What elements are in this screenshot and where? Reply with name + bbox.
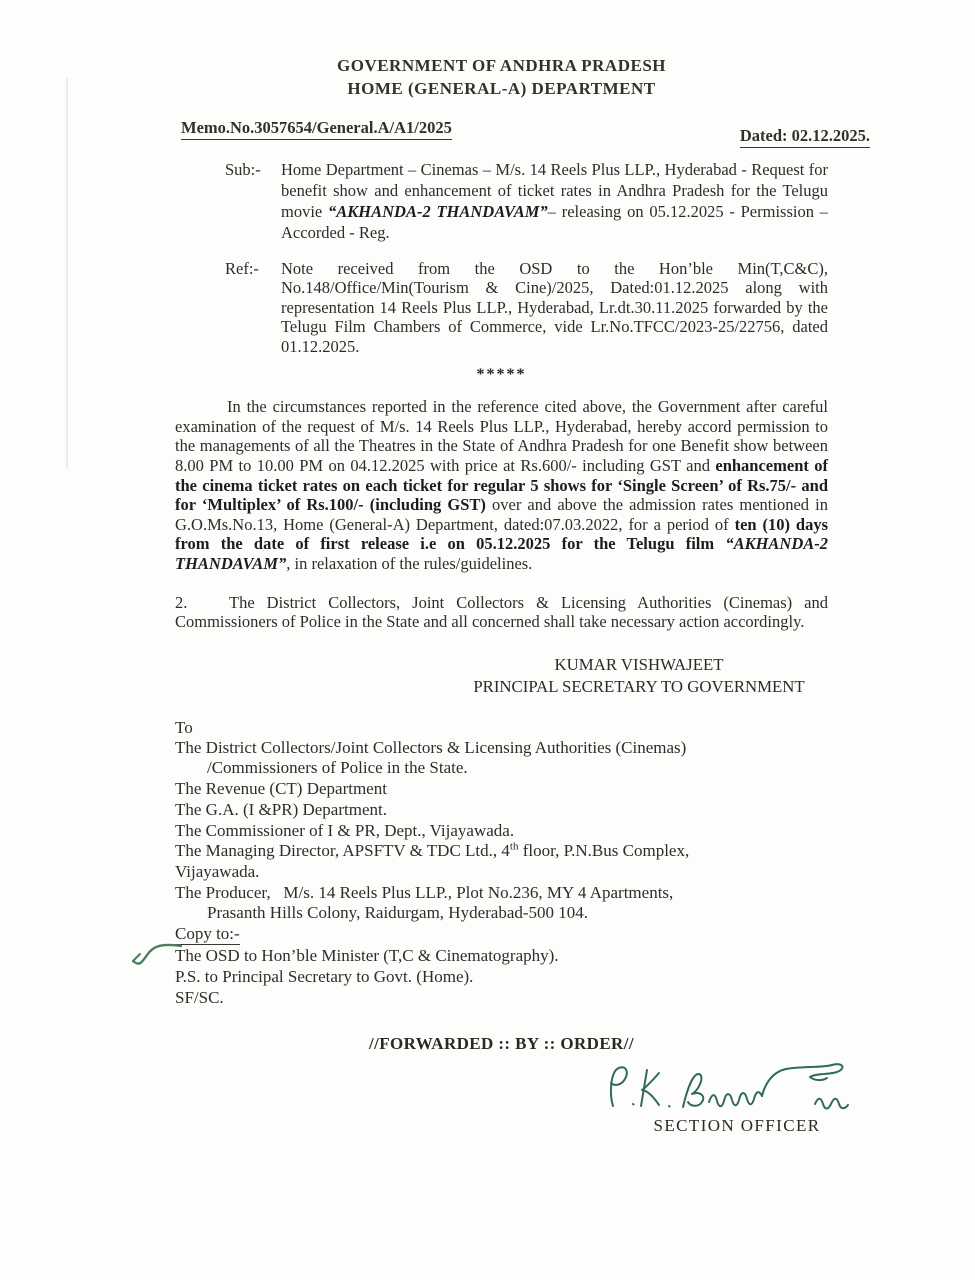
to-line-producer-address: Prasanth Hills Colony, Raidurgam, Hyderabad-500 104. xyxy=(207,903,589,923)
section-officer-signature-area xyxy=(572,1060,902,1136)
reference-text: Note received from the OSD to the Hon’ble Min(T,C&C), No.148/Office/Min(Tourism & Cine)/2025, Dated:01.12.2025 along with representation 14 Reels Plus LLP., Hyderabad, Lr.dt.30.11.2025 forwarded by the Telugu Film Chambers of Commerce, vide Lr.No.TFCC/2023-25/22756, dated 01.12.2025. xyxy=(281,258,828,356)
copy-to-label: Copy to:- xyxy=(175,924,240,944)
to-line-district-collectors: The District Collectors/Joint Collectors & Licensing Authorities (Cinemas) xyxy=(175,737,687,757)
header-government-line: GOVERNMENT OF ANDHRA PRADESH xyxy=(337,56,666,75)
subject-movie-title: “AKHANDA-2 THANDAVAM” xyxy=(328,201,548,221)
action-paragraph-text: The District Collectors, Joint Collectors & Licensing Authorities (Cinemas) and Commissioners of Police in the State and all concerned shall take necessary action accordingly. xyxy=(175,592,828,632)
to-line-commissioners: /Commissioners of Police in the State. xyxy=(207,758,468,778)
memo-date: Dated: 02.12.2025. xyxy=(740,126,870,148)
memo-meta-row xyxy=(175,117,870,145)
signatory-designation: PRINCIPAL SECRETARY TO GOVERNMENT xyxy=(473,676,805,696)
order-seg3: over and above the admission rates mentioned in G.O.Ms.No.13, Home (General-A) Department, dated:07.03.2022, for a period of xyxy=(175,495,828,534)
section-separator-stars: ***** xyxy=(476,366,527,384)
section-officer-title: SECTION OFFICER xyxy=(653,1116,821,1136)
to-line-commissioner-ipr: The Commissioner of I & PR, Dept., Vijayawada. xyxy=(175,820,515,840)
to-line-vijayawada: Vijayawada. xyxy=(175,861,260,881)
to-line-ga-ipr: The G.A. (I &PR) Department. xyxy=(175,799,387,819)
handwritten-signature xyxy=(597,1060,877,1122)
document-header xyxy=(175,55,828,101)
memo-content xyxy=(175,0,870,1136)
reference-label: Ref:- xyxy=(225,258,259,278)
md-text-cont: floor, P.N.Bus Complex, xyxy=(518,841,690,861)
subject-block xyxy=(175,160,828,244)
forwarded-by-order-line: //FORWARDED :: BY :: ORDER// xyxy=(369,1034,634,1054)
subject-text-part1: Home Department – Cinemas – M/s. 14 Reels Plus LLP., Hyderabad - Request for benefit show and enhancement of ticket rates in Andhra Pradesh for the Telugu movie xyxy=(281,159,828,221)
to-label: To xyxy=(175,717,193,737)
copy-list xyxy=(175,945,828,1008)
action-paragraph-number: 2. xyxy=(175,592,188,612)
subject-label: Sub:- xyxy=(225,159,261,179)
page-edge-shadow xyxy=(66,78,68,468)
order-movie-title: “AKHANDA-2 THANDAVAM” xyxy=(175,534,828,574)
order-paragraph xyxy=(175,397,828,574)
action-paragraph xyxy=(175,593,828,632)
handwritten-tick-icon xyxy=(130,940,184,970)
copy-line-sfsc: SF/SC. xyxy=(175,988,224,1008)
subject-text xyxy=(281,160,828,244)
to-line-managing-director xyxy=(175,841,828,862)
subject-text-part2: – releasing on 05.12.2025 - Permission – Accorded - Reg. xyxy=(281,201,828,242)
order-seg6: , in relaxation of the rules/guidelines. xyxy=(286,554,533,574)
md-text: The Managing Director, APSFTV & TDC Ltd., 4 xyxy=(175,841,510,861)
copy-line-osd: The OSD to Hon’ble Minister (T,C & Cinematography). xyxy=(175,946,559,966)
reference-block xyxy=(175,259,828,356)
order-seg2-bold: enhancement of the cinema ticket rates on each ticket for regular 5 shows for ‘Single Screen’ of Rs.75/- and for ‘Multiplex’ of Rs.100/- (including GST) xyxy=(175,455,828,515)
to-line-producer: The Producer, M/s. 14 Reels Plus LLP., Plot No.236, MY 4 Apartments, xyxy=(175,882,674,902)
signatory-name: KUMAR VISHWAJEET xyxy=(554,654,724,674)
order-seg4-bold: ten (10) days from the date of first release i.e on 05.12.2025 for the Telugu film xyxy=(175,514,828,554)
copy-line-ps: P.S. to Principal Secretary to Govt. (Home). xyxy=(175,967,474,987)
order-seg1: In the circumstances reported in the reference cited above, the Government after careful examination of the request of M/s. 14 Reels Plus LLP., Hyderabad, hereby accord permission to the managements of all the Theatres in the State of Andhra Pradesh for one Benefit show between 8.00 PM to 10.00 PM on 04.12.2025 with price at Rs.600/- including GST and xyxy=(175,397,828,475)
md-superscript: th xyxy=(509,840,519,853)
header-department-line: HOME (GENERAL-A) DEPARTMENT xyxy=(347,78,656,98)
memo-number: Memo.No.3057654/General.A/A1/2025 xyxy=(181,118,452,140)
to-line-revenue: The Revenue (CT) Department xyxy=(175,779,387,799)
signatory-block xyxy=(429,654,849,698)
